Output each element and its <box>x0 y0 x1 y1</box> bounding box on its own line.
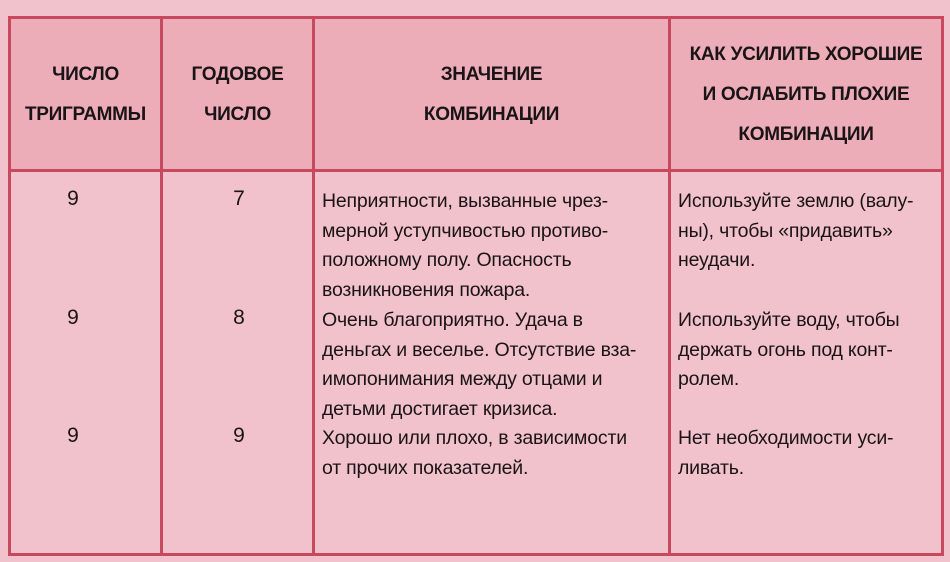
bottom-border <box>8 553 944 556</box>
header-advice: КАК УСИЛИТЬ ХОРОШИЕ И ОСЛАБИТЬ ПЛОХИЕ КОМБИНАЦИИ <box>689 44 923 145</box>
header-year-number: ГОДОВОЕ ЧИСЛО <box>191 64 284 125</box>
meaning-cell: Очень благоприятно. Удача в деньгах и веселье. Отсутствие вза- имопонимания между отцами и детьми достигает кризиса. <box>322 309 637 420</box>
trigram-number-cell: 9 <box>67 306 79 329</box>
year-number-cell: 7 <box>233 187 245 210</box>
year-number-cell: 8 <box>233 306 245 329</box>
meaning-cell: Хорошо или плохо, в зависимости от прочих показателей. <box>322 427 627 479</box>
advice-cell: Нет необходимости уси- ливать. <box>678 427 894 479</box>
header-trigram-number: ЧИСЛО ТРИГРАММЫ <box>25 64 146 125</box>
year-number-cell: 9 <box>233 424 245 447</box>
advice-cell: Используйте воду, чтобы держать огонь под конт- ролем. <box>678 309 900 390</box>
trigram-number-cell: 9 <box>67 187 79 210</box>
meaning-cell: Неприятности, вызванные чрез- мерной уступчивостью противо- положному полу. Опасность возникновения пожара. <box>322 190 609 301</box>
trigram-number-cell: 9 <box>67 424 79 447</box>
advice-cell: Используйте землю (валу- ны), чтобы «придавить» неудачи. <box>678 190 914 271</box>
column-divider <box>941 16 944 556</box>
header-meaning: ЗНАЧЕНИЕ КОМБИНАЦИИ <box>423 64 560 125</box>
